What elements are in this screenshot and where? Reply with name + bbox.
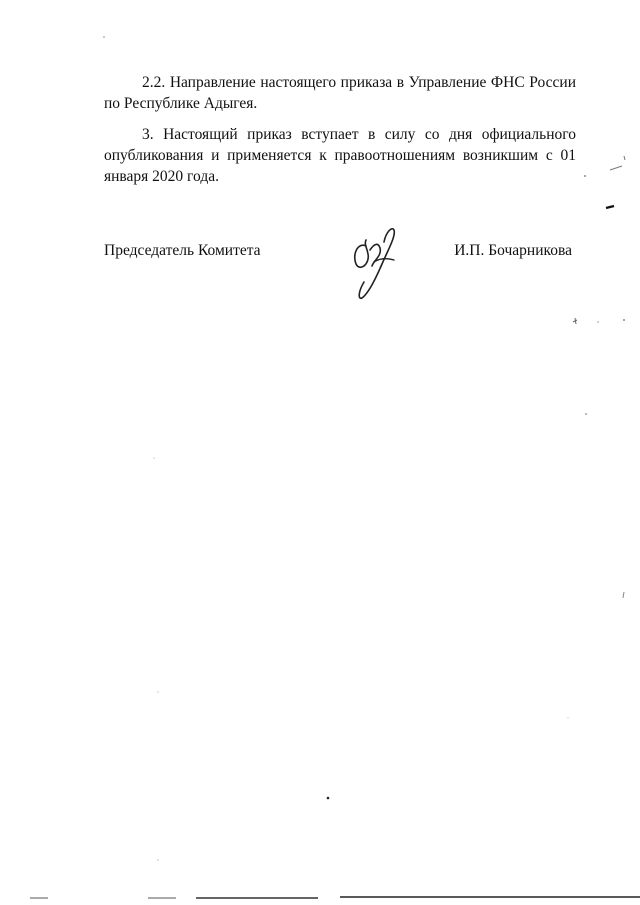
paragraph-3: 3. Настоящий приказ вступает в силу со дня официального опубликования и применяется к правоотношениям возникшим с 01 января 2020 года.: [104, 126, 576, 185]
paragraph-2-2: 2.2. Направление настоящего приказа в Управление ФНС России по Республике Адыгея.: [104, 74, 576, 112]
signatory-position: Председатель Комитета: [104, 242, 261, 259]
signatory-name: И.П. Бочарникова: [454, 242, 572, 259]
